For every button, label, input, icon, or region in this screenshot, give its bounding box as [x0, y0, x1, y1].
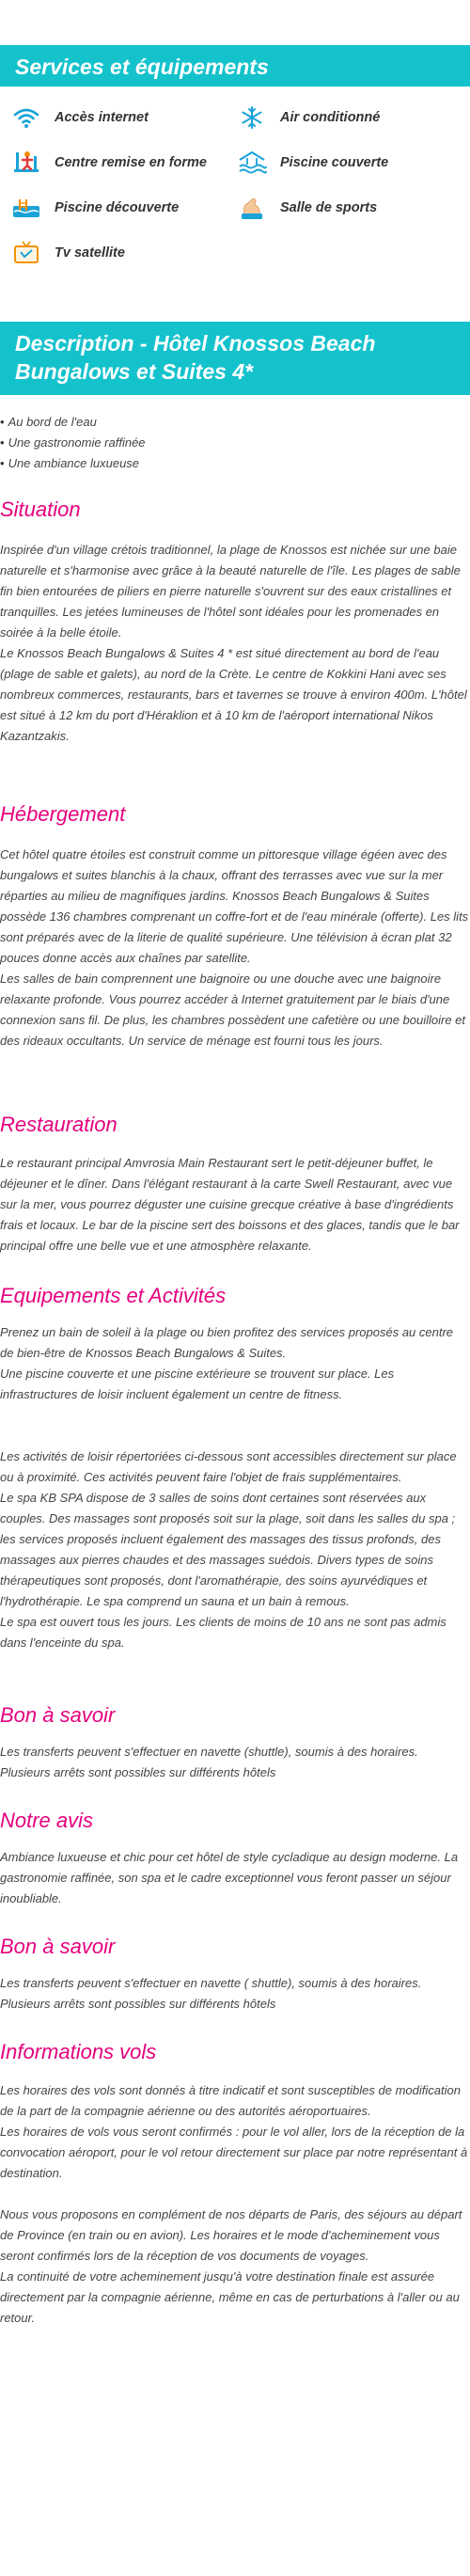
vols-paragraph: La continuité de votre acheminement jusqu'à votre destination finale est assurée directement par la compagnie aérienne, même en cas de perturbations à l'aller ou au retour. — [0, 2269, 460, 2325]
equipements-paragraph: Prenez un bain de soleil à la plage ou bien profitez des services proposés au centre de bien-être de Knossos Beach Bungalows & Suites. — [0, 1325, 454, 1360]
amenity-label: Piscine couverte — [280, 155, 389, 170]
amenity-satellite-tv — [9, 239, 235, 267]
gym-icon — [235, 194, 269, 222]
highlights-list — [0, 395, 470, 474]
vols-paragraph: Les horaires de vols vous seront confirmés : pour le vol aller, lors de la réception de la convocation aéroport, pour le vol retour directement sur place par notre représentant à destination. — [0, 2125, 468, 2180]
amenity-internet — [9, 103, 235, 132]
amenity-label: Centre remise en forme — [55, 155, 207, 170]
bon-a-savoir-heading: Bon à savoir — [0, 1935, 116, 1958]
covered-pool-icon — [235, 149, 269, 177]
hebergement-heading: Hébergement — [0, 802, 126, 826]
notre-avis-heading: Notre avis — [0, 1809, 94, 1832]
amenity-fitness-center — [9, 149, 235, 177]
amenity-air-conditioning — [235, 103, 461, 132]
equipements-paragraph: Une piscine couverte et une piscine extérieure se trouvent sur place. Les infrastructures de loisir incluent également un centre de fitness. — [0, 1367, 395, 1401]
equipements-paragraph: Le spa KB SPA dispose de 3 salles de soins dont certaines sont réservées aux couples. Des massages sont proposés soit sur la plage, soit dans les salles du spa ; les services proposés incluent également des massages des tissus profonds, des massages aux pierres chaudes et des massages suédois. Divers types de soins thérapeutiques sont proposés, dont l'aromathérapie, des soins ayurvédiques et l'hydrothérapie. Le spa comprend un sauna et un bain à remous. — [0, 1491, 456, 1608]
restauration-heading: Restauration — [0, 1113, 118, 1136]
notre-avis-paragraph: Ambiance luxueuse et chic pour cet hôtel de style cycladique au design moderne. La gastronomie raffinée, son spa et le cadre exceptionnel vous feront passer un séjour inoubliable. — [0, 1850, 459, 1905]
situation-paragraph: Inspirée d'un village crétois traditionnel, la plage de Knossos est nichée sur une baie naturelle et s'harmonise avec grâce à la beauté naturelle de l'île. Les plages de sable fin bien entourées de piliers en pierre naturelle s'ouvrent sur des eaux cristallines et tranquilles. Les jetées lumineuses de l'hôtel sont idéales pour les promenades en soirée à la belle étoile. — [0, 543, 461, 640]
informations-vols-heading: Informations vols — [0, 2040, 157, 2063]
snowflake-icon — [235, 103, 269, 132]
page — [0, 45, 470, 2329]
fitness-icon — [9, 149, 43, 177]
situation-heading: Situation — [0, 498, 81, 521]
hebergement-paragraph: Les salles de bain comprennent une baignoire ou une douche avec une baignoire relaxante profonde. Vous pourrez accéder à Internet gratuitement par le biais d'une connexion sans fil. De plus, les chambres possèdent une cafetière ou une bouilloire et des rideaux occultants. Un service de ménage est fourni tous les jours. — [0, 972, 466, 1048]
vols-paragraph: Nous vous proposons en complément de nos départs de Paris, des séjours au départ de Province (en train ou en avion). Les horaires et le mode d'acheminement vous seront confirmés lors de la réception de vos documents de voyages. — [0, 2207, 462, 2263]
list-item: • Au bord de l'eau — [0, 412, 470, 433]
amenities-grid — [0, 87, 470, 273]
amenity-label: Salle de sports — [280, 200, 378, 215]
outdoor-pool-icon — [9, 194, 43, 222]
description-banner: Description - Hôtel Knossos Beach Bungalows et Suites 4* — [0, 322, 470, 395]
amenity-label: Air conditionné — [280, 110, 381, 125]
bon-a-savoir-paragraph: Les transferts peuvent s'effectuer en navette ( shuttle), soumis à des horaires. Plusieurs arrêts sont possibles sur différents hôtels — [0, 1976, 422, 2011]
amenity-label: Piscine découverte — [55, 200, 180, 215]
equipements-heading: Equipements et Activités — [0, 1284, 227, 1307]
restauration-paragraph: Le restaurant principal Amvrosia Main Restaurant sert le petit-déjeuner buffet, le déjeuner et le dîner. Dans l'élégant restaurant à la carte Swell Restaurant, avec vue sur la mer, vous pourrez déguster une cuisine grecque créative à base d'ingrédients frais et locaux. Le bar de la piscine sert des boissons et des glaces, tandis que le bar principal offre une belle vue et une atmosphère relaxante. — [0, 1156, 460, 1253]
list-item: • Une gastronomie raffinée — [0, 433, 470, 453]
list-item: • Une ambiance luxueuse — [0, 453, 470, 474]
hebergement-paragraph: Cet hôtel quatre étoiles est construit comme un pittoresque village égéen avec des bungalows et suites blanchis à la chaux, offrant des terrasses avec vue sur la mer réparties au milieu de magnifiques jardins. Knossos Beach Bungalows & Suites possède 136 chambres comprenant un coffre-fort et de l'eau minérale (offerte). Les lits sont préparés avec de la literie de qualité supérieure. Une télévision à écran plat 32 pouces donne accès aux chaînes par satellite. — [0, 847, 469, 965]
situation-paragraph: Le Knossos Beach Bungalows & Suites 4 * est situé directement au bord de l'eau (plage de sable et galets), au nord de la Crète. Le centre de Kokkini Hani avec ses nombreux commerces, restaurants, bars et tavernes se trouve à environ 400m. L'hôtel est situé à 12 km du port d'Héraklion et à 10 km de l'aéroport international Nikos Kazantzakis. — [0, 646, 467, 743]
amenity-gym — [235, 194, 461, 222]
amenity-label: Tv satellite — [55, 245, 125, 261]
amenity-covered-pool — [235, 149, 461, 177]
amenity-label: Accès internet — [55, 110, 149, 125]
equipements-paragraph: Les activités de loisir répertoriées ci-dessous sont accessibles directement sur place ou à proximité. Ces activités peuvent faire l'objet de frais supplémentaires. — [0, 1449, 457, 1484]
equipements-paragraph: Le spa est ouvert tous les jours. Les clients de moins de 10 ans ne sont pas admis dans l'enceinte du spa. — [0, 1615, 446, 1650]
bon-a-savoir-paragraph: Les transferts peuvent s'effectuer en navette (shuttle), soumis à des horaires. Plusieurs arrêts sont possibles sur différents hôtels — [0, 1745, 418, 1779]
services-banner: Services et équipements — [0, 45, 470, 87]
wifi-icon — [9, 103, 43, 132]
vols-paragraph: Les horaires des vols sont donnés à titre indicatif et sont susceptibles de modification de la part de la compagnie aérienne ou des autorités aéroportuaires. — [0, 2083, 461, 2118]
amenity-outdoor-pool — [9, 194, 235, 222]
bon-a-savoir-heading: Bon à savoir — [0, 1703, 116, 1727]
tv-icon — [9, 239, 43, 267]
